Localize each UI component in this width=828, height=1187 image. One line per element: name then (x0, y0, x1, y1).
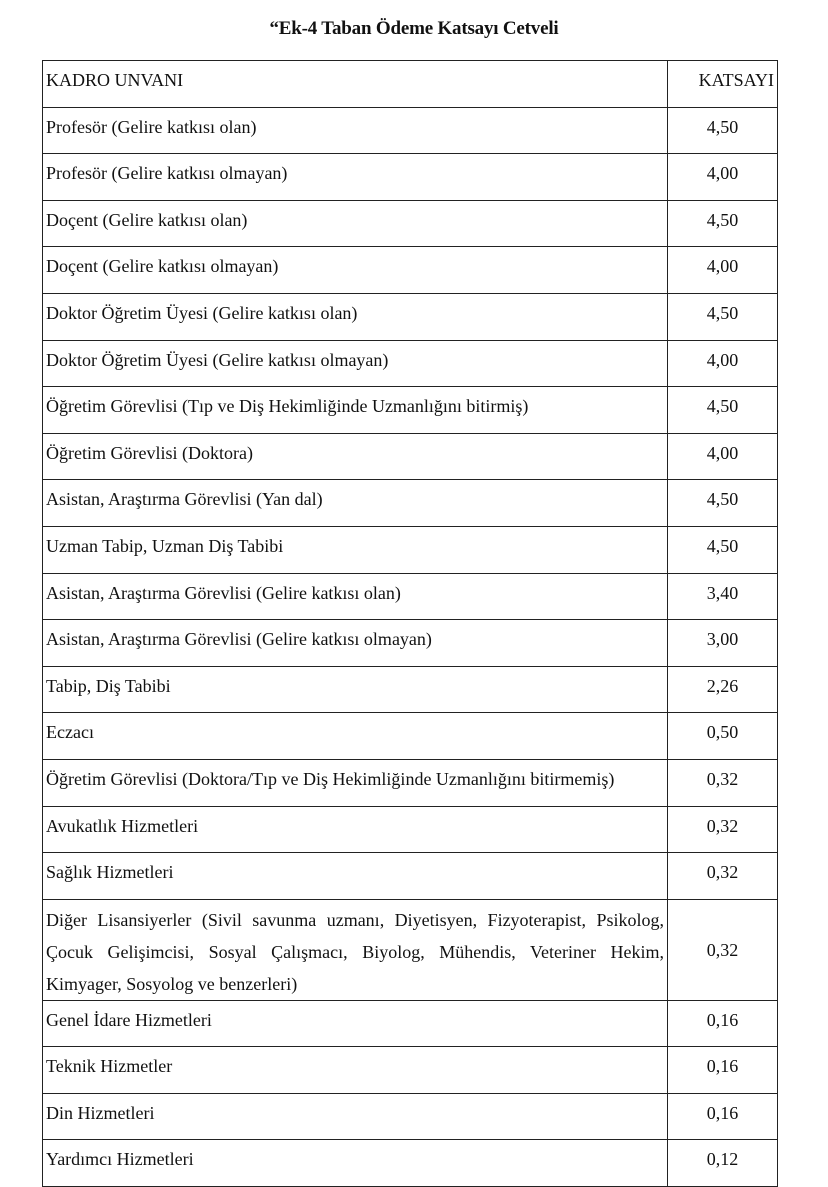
table-row (43, 387, 778, 434)
table-row (43, 154, 778, 201)
kadro-unvani-cell: Diğer Lisansiyerler (Sivil savunma uzmanı, Diyetisyen, Fizyoterapist, Psikolog, Çocuk Gelişimcisi, Sosyal Çalışmacı, Biyolog, Mühendis, Veteriner Hekim, Kimyager, Sosyolog ve benzerleri) (43, 899, 668, 1000)
table-row (43, 713, 778, 760)
table-row (43, 1047, 778, 1094)
kadro-unvani-cell: Teknik Hizmetler (43, 1047, 668, 1094)
table-row (43, 200, 778, 247)
table-row (43, 666, 778, 713)
katsayi-cell: 4,00 (668, 154, 778, 201)
kadro-unvani-cell: Profesör (Gelire katkısı olmayan) (43, 154, 668, 201)
katsayi-cell: 4,50 (668, 526, 778, 573)
kadro-unvani-cell: Öğretim Görevlisi (Doktora/Tıp ve Diş Hekimliğinde Uzmanlığını bitirmemiş) (43, 759, 668, 806)
katsayi-cell: 4,00 (668, 433, 778, 480)
katsayi-cell: 4,50 (668, 387, 778, 434)
header-katsayi: KATSAYI (668, 61, 778, 108)
table-row (43, 247, 778, 294)
table-row (43, 759, 778, 806)
table-row (43, 620, 778, 667)
katsayi-cell: 4,50 (668, 480, 778, 527)
katsayi-cell: 0,16 (668, 1000, 778, 1047)
katsayi-cell: 0,32 (668, 899, 778, 1000)
table-row (43, 293, 778, 340)
kadro-unvani-cell: Tabip, Diş Tabibi (43, 666, 668, 713)
katsayi-cell: 3,40 (668, 573, 778, 620)
table-row (43, 340, 778, 387)
katsayi-cell: 0,32 (668, 806, 778, 853)
katsayi-cell: 0,12 (668, 1140, 778, 1187)
table-row (43, 899, 778, 1000)
kadro-unvani-cell: Doçent (Gelire katkısı olan) (43, 200, 668, 247)
header-kadro-unvani: KADRO UNVANI (43, 61, 668, 108)
kadro-unvani-cell: Genel İdare Hizmetleri (43, 1000, 668, 1047)
katsayi-cell: 4,00 (668, 247, 778, 294)
katsayi-cell: 3,00 (668, 620, 778, 667)
table-row (43, 480, 778, 527)
kadro-unvani-cell: Asistan, Araştırma Görevlisi (Gelire katkısı olan) (43, 573, 668, 620)
katsayi-cell: 0,32 (668, 853, 778, 900)
katsayi-cell: 0,32 (668, 759, 778, 806)
kadro-unvani-cell: Avukatlık Hizmetleri (43, 806, 668, 853)
kadro-unvani-cell: Profesör (Gelire katkısı olan) (43, 107, 668, 154)
katsayi-cell: 2,26 (668, 666, 778, 713)
kadro-unvani-cell: Eczacı (43, 713, 668, 760)
kadro-unvani-cell: Uzman Tabip, Uzman Diş Tabibi (43, 526, 668, 573)
table-row (43, 433, 778, 480)
katsayi-cell: 0,50 (668, 713, 778, 760)
kadro-unvani-cell: Doktor Öğretim Üyesi (Gelire katkısı olan) (43, 293, 668, 340)
table-row (43, 107, 778, 154)
katsayi-cell: 4,50 (668, 200, 778, 247)
katsayi-cell: 4,50 (668, 107, 778, 154)
kadro-unvani-cell: Sağlık Hizmetleri (43, 853, 668, 900)
table-row (43, 1093, 778, 1140)
coefficient-table (42, 60, 778, 1187)
kadro-unvani-cell: Asistan, Araştırma Görevlisi (Gelire katkısı olmayan) (43, 620, 668, 667)
kadro-unvani-cell: Asistan, Araştırma Görevlisi (Yan dal) (43, 480, 668, 527)
kadro-unvani-cell: Din Hizmetleri (43, 1093, 668, 1140)
document-title: “Ek-4 Taban Ödeme Katsayı Cetveli (269, 18, 559, 39)
katsayi-cell: 4,00 (668, 340, 778, 387)
kadro-unvani-cell: Doçent (Gelire katkısı olmayan) (43, 247, 668, 294)
table-row (43, 573, 778, 620)
kadro-unvani-cell: Öğretim Görevlisi (Doktora) (43, 433, 668, 480)
kadro-unvani-cell: Yardımcı Hizmetleri (43, 1140, 668, 1187)
table-row (43, 806, 778, 853)
kadro-unvani-cell: Öğretim Görevlisi (Tıp ve Diş Hekimliğinde Uzmanlığını bitirmiş) (43, 387, 668, 434)
table-row (43, 1140, 778, 1187)
katsayi-cell: 0,16 (668, 1093, 778, 1140)
table-header-row (43, 61, 778, 108)
table-row (43, 526, 778, 573)
katsayi-cell: 0,16 (668, 1047, 778, 1094)
table-row (43, 1000, 778, 1047)
table-row (43, 853, 778, 900)
kadro-unvani-cell: Doktor Öğretim Üyesi (Gelire katkısı olmayan) (43, 340, 668, 387)
katsayi-cell: 4,50 (668, 293, 778, 340)
